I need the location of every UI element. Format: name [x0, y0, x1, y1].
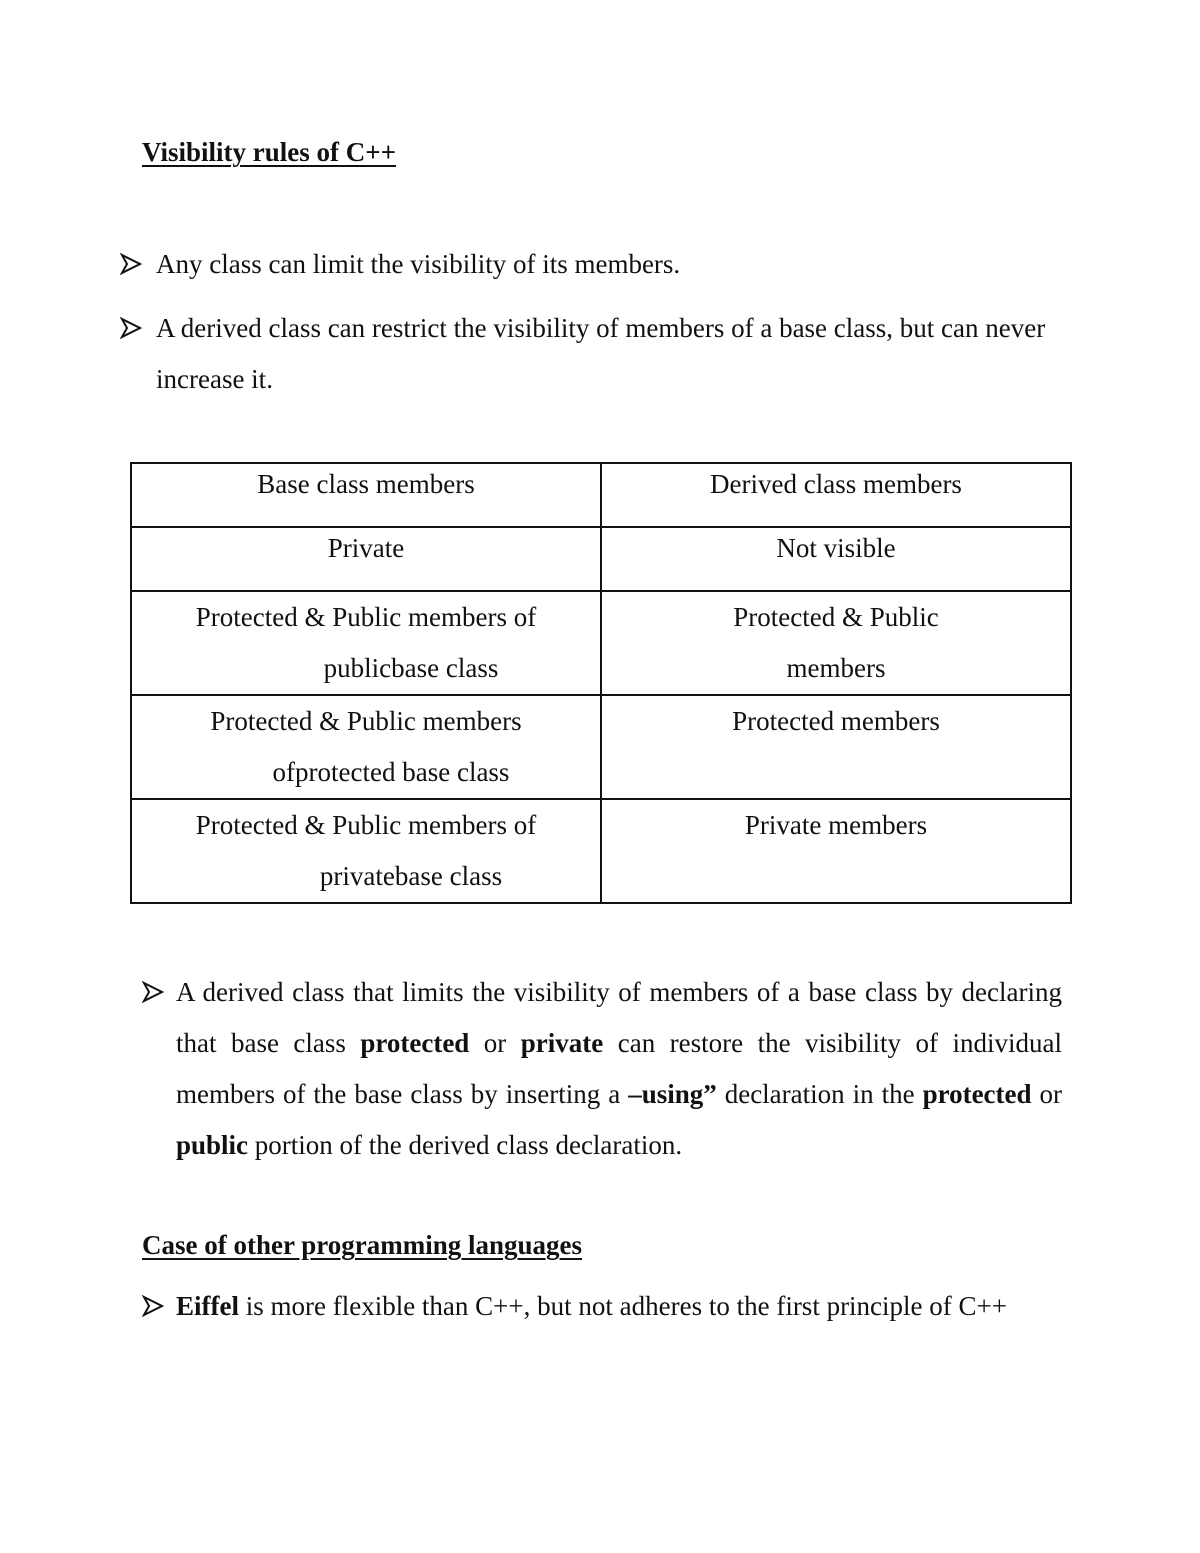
keyword-protected: protected	[922, 1079, 1032, 1109]
keyword-private: private	[520, 1028, 604, 1058]
section-heading-visibility-rules: Visibility rules of C++	[142, 137, 397, 167]
section-heading-other-languages: Case of other programming languages	[142, 1230, 582, 1260]
bullet-item-2	[118, 303, 1128, 405]
keyword-eiffel: Eiffel	[176, 1291, 239, 1321]
table-row	[131, 799, 1071, 903]
bullet-item-1	[118, 239, 680, 290]
arrow-bullet-icon	[140, 1281, 166, 1332]
cell-base: Protected & Public members ofprotected base class	[131, 695, 601, 799]
table-row	[131, 527, 1071, 591]
cell-derived: Protected members	[601, 695, 1071, 799]
cell-base: Protected & Public members of publicbase class	[131, 591, 601, 695]
table-row	[131, 695, 1071, 799]
bullet-text: Eiffel is more flexible than C++, but not adheres to the first principle of C++	[176, 1291, 1007, 1321]
cell-base: Protected & Public members of privatebase class	[131, 799, 601, 903]
cell-derived: Protected & Public members	[601, 591, 1071, 695]
bullet-text: Any class can limit the visibility of its members.	[156, 249, 681, 279]
table-row	[131, 591, 1071, 695]
cell-base: Private	[131, 527, 601, 591]
bullet-text: A derived class that limits the visibility of members of a base class by declaring that base class protected or private can restore the visibility of individual members of the base class by inserting a –using” declaration in the protected or public portion of the derived class declaration.	[176, 977, 1062, 1160]
bullet-text: A derived class can restrict the visibility of members of a base class, but can never increase it.	[156, 313, 1046, 394]
arrow-bullet-icon	[118, 239, 144, 290]
keyword-public: public	[176, 1130, 249, 1160]
header-base-class: Base class members	[131, 463, 601, 527]
keyword-protected: protected	[360, 1028, 470, 1058]
header-derived-class: Derived class members	[601, 463, 1071, 527]
table-header-row	[131, 463, 1071, 527]
bullet-item-3	[140, 967, 1062, 1171]
cell-derived: Not visible	[601, 527, 1071, 591]
arrow-bullet-icon	[140, 967, 166, 1018]
visibility-table	[130, 462, 1072, 904]
bullet-item-4	[140, 1281, 1007, 1332]
keyword-using: –using”	[628, 1079, 717, 1109]
arrow-bullet-icon	[118, 303, 144, 354]
cell-derived: Private members	[601, 799, 1071, 903]
